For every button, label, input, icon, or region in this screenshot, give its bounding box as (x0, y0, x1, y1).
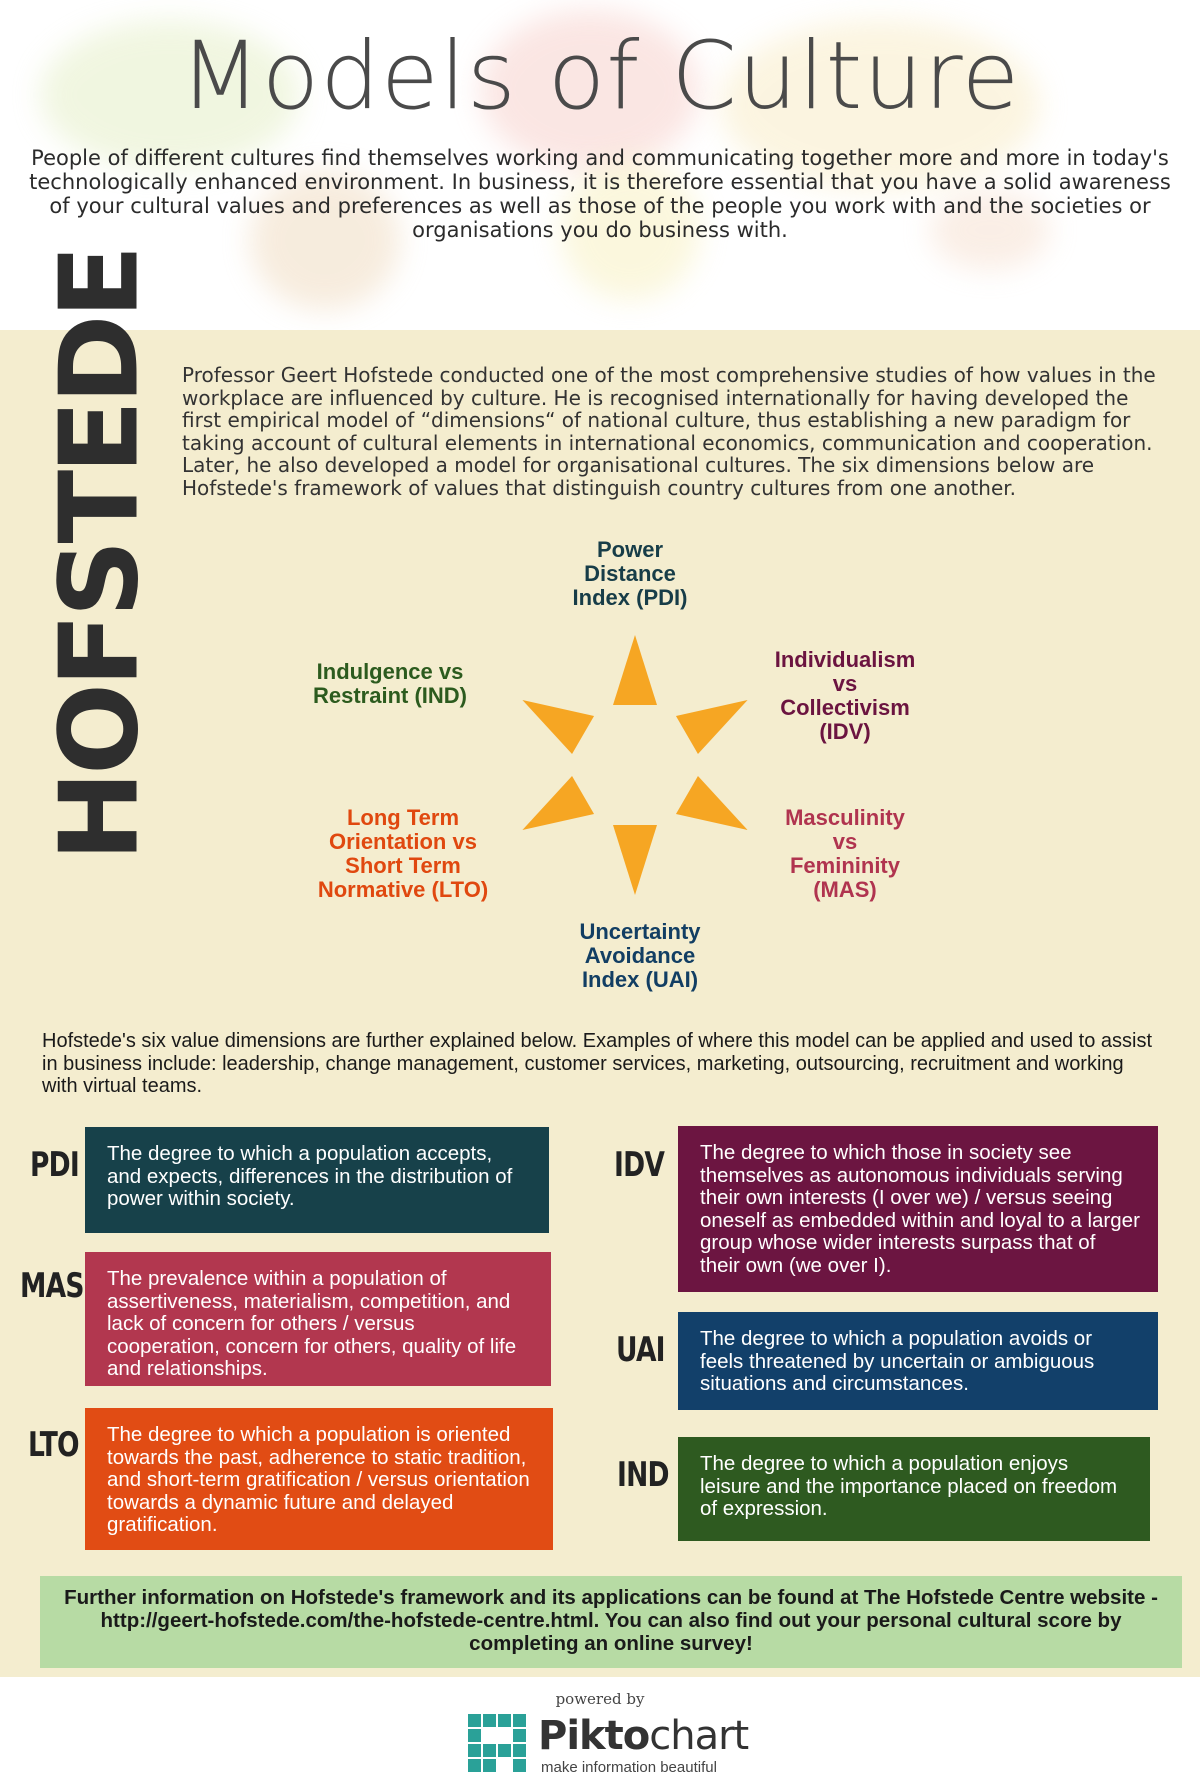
logo-square (513, 1729, 526, 1742)
definition-box-idv: The degree to which those in society see themselves as autonomous individuals serving their own interests (I over we) / versus seeing oneself as embedded within and loyal to a larger group whose wider interests surpass that of their own (we over I). (678, 1126, 1158, 1292)
logo-square (483, 1759, 496, 1772)
logo-square (498, 1714, 511, 1727)
star-ray (676, 700, 748, 754)
dimension-label-lto: Long Term Orientation vs Short Term Normative (LTO) (317, 805, 489, 902)
logo-square (513, 1744, 526, 1757)
dimension-label-uai: Uncertainty Avoidance Index (UAI) (579, 919, 701, 992)
hofstede-heading-text: HOFSTEDE (37, 248, 163, 862)
logo-square (483, 1714, 496, 1727)
definition-box-mas: The prevalence within a population of assertiveness, materialism, competition, and lack of concern for others / versus cooperation, concern for others, quality of life and relationships. (85, 1252, 551, 1386)
dimension-label-pdi: Power Distance Index (PDI) (572, 537, 688, 610)
definition-box-lto: The degree to which a population is oriented towards the past, adherence to static tradition, and short-term gratification / versus orientation towards a dynamic future and delayed gratification. (85, 1408, 553, 1550)
abbr-uai: UAI (616, 1330, 665, 1370)
logo-square (483, 1744, 496, 1757)
star-ray (613, 635, 657, 705)
piktochart-tagline: make information beautiful (541, 1759, 717, 1776)
definition-box-uai: The degree to which a population avoids or feels threatened by uncertain or ambiguous situations and circumstances. (678, 1312, 1158, 1410)
star-icon (500, 630, 770, 900)
abbr-lto: LTO (28, 1425, 79, 1465)
logo-square (468, 1729, 481, 1742)
star-ray (613, 825, 657, 895)
further-info-banner: Further information on Hofstede's framework and its applications can be found at The Hofstede Centre website - http://geert-hofstede.com/the-hofstede-centre.html. You can also find out your personal cultural score by completing an online survey! (40, 1576, 1182, 1668)
abbr-idv: IDV (614, 1145, 665, 1185)
star-ray (676, 776, 748, 830)
hofstede-intro-paragraph: Professor Geert Hofstede conducted one of the most comprehensive studies of how values in the workplace are influenced by culture. He is recognised internationally for having developed the first empirical model of “dimensions“ of national culture, thus establishing a new paradigm for taking account of cultural elements in international economics, communication and cooperation. Later, he also developed a model for organisational cultures. The six dimensions below are Hofstede's framework of values that distinguish country cultures from one another. (182, 363, 1156, 500)
footer (0, 1677, 1200, 1788)
hofstede-section (0, 248, 1200, 1677)
logo-square (513, 1759, 526, 1772)
page-title: Models of Culture (179, 22, 1021, 131)
piktochart-logo-icon (466, 1712, 530, 1776)
dimension-label-mas: Masculinity vs Femininity (MAS) (785, 805, 905, 902)
definition-box-pdi: The degree to which a population accepts, and expects, differences in the distribution of power within society. (85, 1127, 549, 1233)
star-ray (522, 776, 594, 830)
logo-square (468, 1744, 481, 1757)
piktochart-wordmark: Piktochart (538, 1713, 749, 1759)
abbr-mas: MAS (20, 1266, 84, 1306)
logo-square (513, 1714, 526, 1727)
star-ray (522, 700, 594, 754)
dimensions-explanation: Hofstede's six value dimensions are further explained below. Examples of where this model can be applied and used to assist in business include: leadership, change management, customer services, marketing, outsourcing, recruitment and working with virtual teams. (42, 1030, 1152, 1097)
logo-square (498, 1744, 511, 1757)
dimension-label-idv: Individualism vs Collectivism (IDV) (774, 647, 916, 744)
logo-square (468, 1714, 481, 1727)
powered-by-label: powered by (555, 1690, 645, 1708)
logo-square (468, 1759, 481, 1772)
hofstede-vertical-heading (37, 248, 163, 862)
star-rays (522, 635, 747, 895)
definition-box-ind: The degree to which a population enjoys leisure and the importance placed on freedom of expression. (678, 1437, 1150, 1541)
header (0, 0, 1200, 330)
abbr-pdi: PDI (30, 1145, 79, 1185)
abbr-ind: IND (617, 1455, 669, 1495)
dimension-label-ind: Indulgence vs Restraint (IND) (312, 659, 467, 708)
intro-paragraph: People of different cultures find themselves working and communicating together more and more in today's technologically enhanced environment. In business, it is therefore essential that you have a solid awareness of your cultural values and preferences as well as those of the people you work with and the societies or organisations you do business with. (29, 146, 1171, 242)
